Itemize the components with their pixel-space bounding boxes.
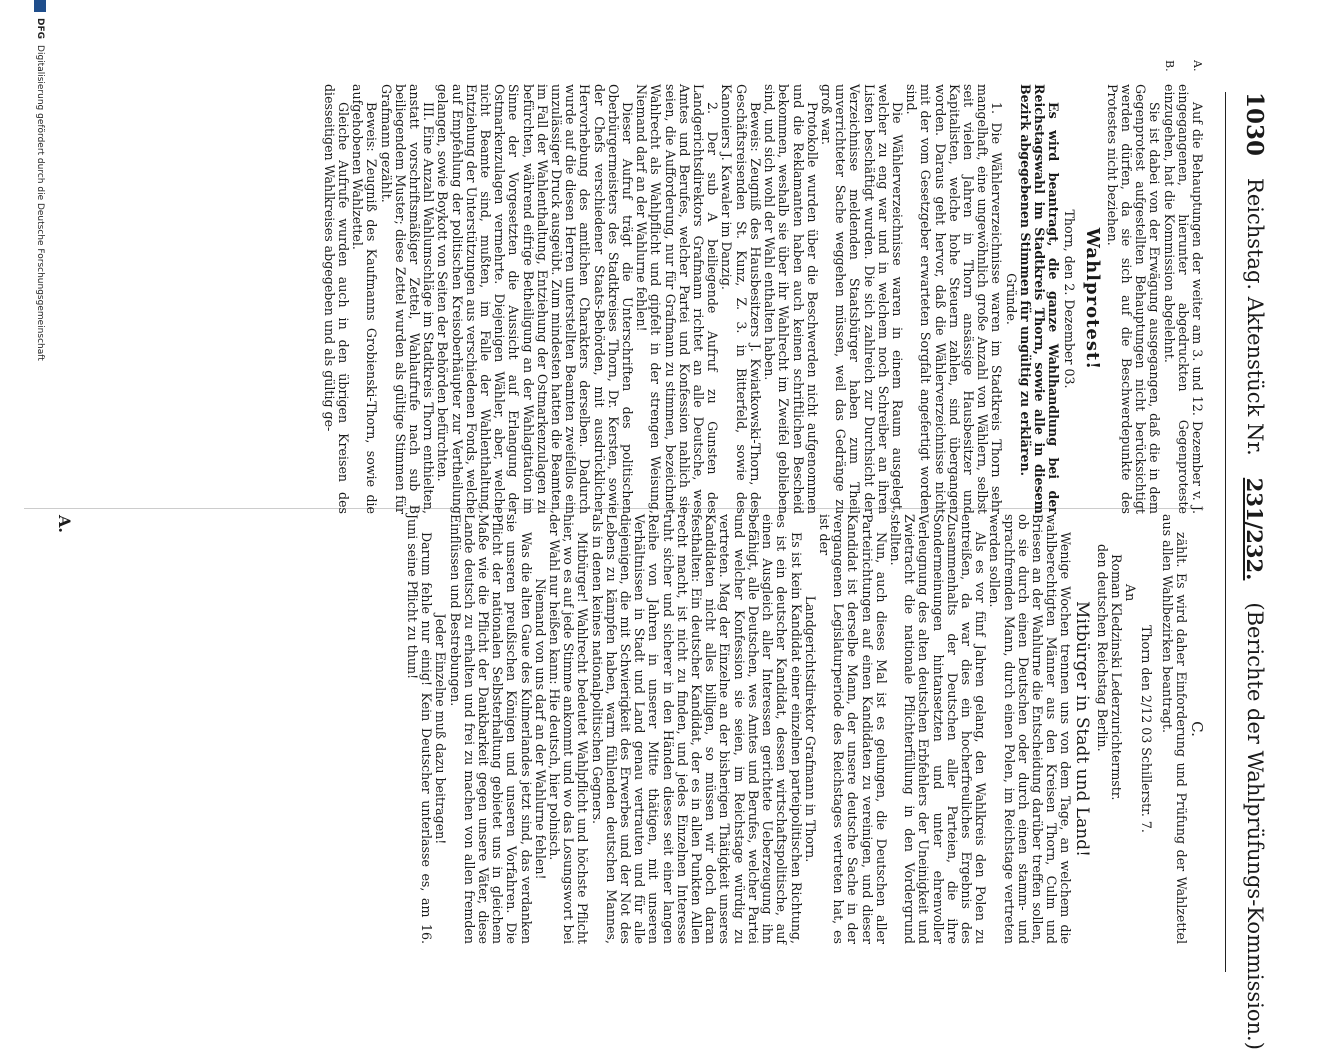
signature-line: An: [1123, 584, 1139, 602]
header-prefix: Reichstag. Aktenstück Nr.: [1243, 178, 1267, 456]
reason-paragraph: Protokolle wurden über die Beschwerden nicht aufgenommen und die Reklamanten haben auch keinen schriftlichen Bescheid bekommen, weshalb sie über ihr Wahlrecht im Zweifel geblieben sind, und sich wohl der Wahl enthalten haben.: [762, 84, 820, 514]
reason-paragraph: Dieser Aufruf trägt die Unterschriften des politischen Oberbürgermeisters des Stadtkreises Thorn, Dr. Kersten, sowie der Chefs verschiedener Staats-Behörden, mit ausdrücklicher Hervorhebung des amtlichen Charakters derselben. Dadurch wurde auf die diesen Herren unterstellten Beamten zweifellos ein unzulässiger Druck ausgeübt. Zum mindesten hatten die Beamten, im Fall der Wahlenthaltung, Entziehung der Ostmarkenzulagen zu befürchten, während eifrige Betheiligung an der Wahlagitation im Sinne der Vorgesetzten die Aussicht auf Erlangung der Ostmarkenzulagen vermehrte. Diejenigen Wähler, aber, welche nicht Beamte sind, mußten, im Falle der Wahlenthaltung, Entziehung der Unterstützungen aus verschiedenen Fonds, welche auf Empfehlung der politischen Kreisoberhäupter zur Vertheilung gelangen, sowie Boykott von Seiten der Behörden befürchten.: [435, 84, 636, 514]
signature-dateline: Thorn den 2/12 03 Schillerstr. 7.: [1139, 625, 1155, 833]
reason-paragraph: Gleiche Aufrufe wurden auch in den übrigen Kreisen des diesseitigen Wahlkreises abgegeben und als gültig ge-: [321, 84, 352, 514]
protest-dateline: Thorn, den 2. Dezember 03.: [1062, 209, 1078, 389]
intro-paragraph: Auf die Behauptungen der weiter am 3. und 12. Dezember v. J. eingegangenen, hierunter abgedruckten Gegenproteste einzugehen, hat die Kommission abgelehnt.: [1161, 84, 1205, 514]
left-column: [24, 84, 1204, 514]
dfg-logo-icon: [34, 0, 46, 12]
appeal-title: Mitbürger in Stadt und Land!: [1071, 601, 1092, 857]
appeal-paragraph: Als es vor fünf Jahren gelang, den Wahlkreis den Polen zu entreißen, da war dies ein hocherfreuliches Ergebnis des Zusammenhalts der Deutschen aller Parteien, die ihre Sondermeinungen hintansetzten und unter ehrenvoller Verleugnung des alten deutschen Erbfehlers der Uneinigkeit und Zwietracht die nationale Pflichterfüllung in den Vordergrund stellten.: [887, 514, 989, 944]
signature-line: Roman Kledzinski Lederzurichtermstr.: [1108, 554, 1124, 801]
reason-paragraph: III. Eine Anzahl Wahlumschläge im Stadtkreis Thorn enthielten, anstatt vorschriftsmäßiger Zettel, Wahlaufrufe nach sub B beiliegendem Muster; diese Zettel wurden als gültige Stimmen für Grafmann gezählt.: [378, 84, 437, 514]
digitization-note: [10, 0, 70, 1000]
intro-paragraph: Sie ist dabei von der Erwägung ausgegangen, daß die in dem Gegenprotest aufgestellten Behauptungen nicht berücksichtigt werden dürfen, da sie sich auf die Beschwerdepunkte des Protestes nicht beziehen.: [1104, 84, 1163, 514]
reason-paragraph: 2. Der sub A beiliegende Aufruf zu Gunsten des Landgerichtsdirektors Grafmann richtet an alle Deutsche, wes Amtes und Berufes, welcher Partei und Konfession nahlich sie seien, die Aufforderung, nur für Grafmann zu stimmen, bezeichnet Wahlrecht als Wahlpflicht und gipfelt in der strengen Weisung, Niemand darf an der Wahlurne fehlen!: [634, 84, 721, 514]
candidate-line: Landgerichtsdirektor Grafmann in Thorn.: [802, 595, 818, 863]
right-column: [24, 514, 1204, 944]
dfg-logo-text: DFG: [35, 18, 45, 40]
continuation-paragraph: zählt. Es wird daher Einforderung und Prüfung der Wahlzettel aus allen Wahlbezirken beantragt.: [1159, 514, 1189, 944]
reasons-heading: Gründe.: [1003, 273, 1019, 325]
appeal-paragraph: Wenige Wochen trennen uns von dem Tage, an welchem die wahlberechtigten Männer aus den Kreisen Thorn, Culm und Briesen an der Wahlurne die Entscheidung darüber treffen sollen, ob sie durch einen Deutschen oder durch einen stamm- und sprachfremden Mann, durch einen Polen, im Reichstage vertreten werden sollen.: [987, 514, 1074, 944]
appeal-slogan: Niemand von uns darf an der Wahlurne fehlen!: [532, 578, 548, 880]
page-header: [1206, 92, 1304, 1050]
protest-request: Es wird beantragt, die ganze Wahlhandlung bei der Reichstagswahl im Stadtkreis Thorn, sowie alle in diesem Bezirk abgegebenen Stimmen für ungültig zu erklären.: [1017, 84, 1062, 514]
reason-paragraph: Beweis: Zeugniß des Kaufmanns Grobienski-Thorn, sowie die aufgehobenen Wahlzettel.: [350, 84, 380, 514]
page-number: 1030: [1241, 92, 1269, 157]
signature-block: [1095, 514, 1138, 944]
reason-paragraph: 1. Die Wählerverzeichnisse waren im Stadtkreis Thorn sehr mangelhaft, eine ungewöhnlich große Anzahl von Wählern, selbst seit vielen Jahren in Thorn ansässige Hausbesitzer und Kapitalisten, welche hohe Steuern zahlen, sind übergangen worden. Daraus geht hervor, daß die Wählerverzeichnisse nicht mit der vom Gesetzgeber erwarteten Sorgfalt angefertigt worden sind.: [904, 84, 1005, 514]
document-number: 231/232.: [1242, 477, 1268, 581]
digitization-text: Digitalisierung gefördert durch die Deutsche Forschungsgemeinschaft: [35, 45, 45, 361]
appeal-paragraph: Darum fehle nur einig! Kein Deutscher unterlasse es, am 16. Juni seine Pflicht zu thun!: [405, 514, 435, 944]
signature-line: den deutschen Reichstag Berlin.: [1094, 544, 1110, 752]
appeal-paragraph: Mitbürger! Wahlrecht bedeutet Wahlpflicht und höchste Pflicht hier, wo es auf jede Stimme ankommt und wo das Losungswort bei der Wahl nur heißen kann: Hie deutsch, hier polnisch.: [547, 514, 591, 944]
section-letter: C.: [1188, 721, 1206, 737]
appeal-slogan: Jeder Einzelne muß dazu beitragen!: [433, 613, 449, 845]
reason-paragraph: Beweis: Zeugniß des Hausbesitzers J. Kwiatkowski-Thorn, des Geschäftsreisenden St. Kunz, Z. 3. in Bitterfeld, sowie des Kanoniers J. Kawaler im Danzig.: [719, 84, 763, 514]
header-suffix: (Berichte der Wahlprüfungs-Kommission.): [1243, 602, 1267, 1050]
appeal-paragraph: Es ist kein Kandidat einer einzelnen parteipolitischen Richtung, es ist ein deutscher Kandidat, dessen wirtschaftspolitische, auf einen Ausgleich aller Interessen gerichtete Ueberzeugung ihn befähigt, alle Deutschen, wes Amtes und Berufes, welcher Partei und welcher Konfession sie seien, im Reichstage würdig zu vertreten. Mag der Einzelne an der bisherigen Thätigkeit unseres Kandidaten nicht alles billigen, so müssen wir doch daran festhalten: Ein deutscher Kandidat, der es in allen Punkten Allen recht macht, ist nicht zu finden, und jedes Einzelnen Interesse ruht sicher und sicherer in den Händen dieses seit einer langen Reihe von Jahren in unserer Mitte thätigen, mit unseren Verhältnissen in Stadt und Land genau vertrauten und für alle diejenigen, die mit Schwierigkeit des Erwerbes und der Not des Lebens zu kämpfen haben, warm fühlenden deutschen Mannes, als in denen keines nationalpolitischen Gegners.: [589, 514, 804, 944]
header-rule: [1225, 92, 1226, 972]
reason-paragraph: Die Wählerverzeichnisse waren in einem Raum ausgelegt, welcher zu eng war und in welchem noch Schreiber an ihren Listen beschäftigt wurden. Die sich zahlreich zur Durchsicht der Verzeichnisse meldenden Staatsbürger haben zum Theil unverrichteter Sache weggehen müssen, weil das Gedränge zu groß war.: [818, 84, 905, 514]
margin-mark-b: B.: [1163, 60, 1176, 72]
appeal-paragraph: Was die alten Gaue des Kulmerlandes jetzt sind, das verdanken sie unseren preußischen Königen und unseren Vorfahren. Die Pflicht der nationalen Selbsterhaltung gebietet uns in gleichem Maße wie die Pflicht der Dankbarkeit gegen unsere Väter, diese Lande deutsch zu erhalten und frei zu machen von allen fremden Einflüssen und Bestrebungen.: [447, 514, 534, 944]
protest-title: Wahlprotest!: [1081, 227, 1103, 371]
enclosure-marker: A.: [55, 515, 74, 533]
margin-mark-a: A.: [1191, 60, 1204, 72]
appeal-paragraph: Nun, auch dieses Mal ist es gelungen, die Deutschen aller Parteirichtungen auf einen Kandidaten zu vereinigen, und dieser Kandidat ist derselbe Mann, der unsere deutsche Sache in der vergangenen Legislaturperiode des Reichstages vertreten hat, es ist der: [816, 514, 889, 944]
